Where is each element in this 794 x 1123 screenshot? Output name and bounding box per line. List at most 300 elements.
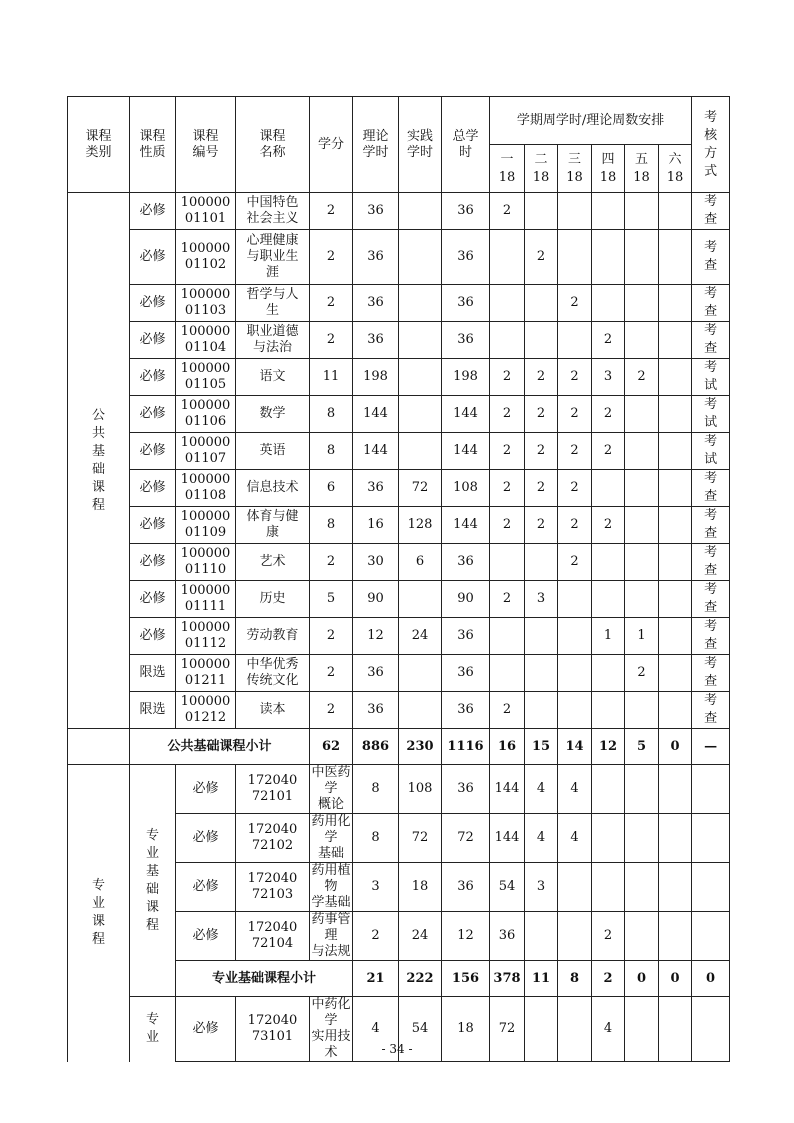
- semester-1: 2: [490, 433, 525, 470]
- subtotal-theory: 886: [353, 729, 399, 765]
- theory-hours: 36: [353, 230, 399, 285]
- semester-5: [625, 285, 659, 322]
- course-code: 100000 01101: [176, 193, 236, 230]
- total-hours: 36: [442, 655, 490, 692]
- assessment-method: 考 查: [692, 230, 730, 285]
- semester-5: [659, 765, 692, 814]
- total-hours: 198: [442, 359, 490, 396]
- total-hours: 144: [442, 433, 490, 470]
- semester-6: [659, 692, 692, 729]
- header-semester-group: 学期周学时/理论周数安排: [490, 97, 692, 145]
- header-theory: 理论 学时: [353, 97, 399, 193]
- assessment-method: 考 查: [692, 322, 730, 359]
- subtotal-practice: 230: [399, 729, 442, 765]
- semester-5: [659, 863, 692, 912]
- course-name: 体育与健 康: [236, 507, 310, 544]
- course-row: [68, 433, 730, 470]
- semester-6: [659, 433, 692, 470]
- semester-4: [625, 814, 659, 863]
- assessment-method: 考 查: [692, 692, 730, 729]
- course-code: 100000 01212: [176, 692, 236, 729]
- credit: 8: [310, 396, 353, 433]
- course-name: 药事管理 与法规: [311, 912, 351, 959]
- credit: 2: [310, 692, 353, 729]
- practice-hours: [399, 193, 442, 230]
- semester-3: 2: [558, 544, 592, 581]
- credit: 2: [310, 285, 353, 322]
- course-code: 100000 01110: [176, 544, 236, 581]
- course-nature: 必修: [130, 433, 176, 470]
- semester-2: 2: [525, 507, 558, 544]
- credit: 8: [310, 433, 353, 470]
- page-number: - 34 -: [381, 1042, 413, 1056]
- theory-hours: 54: [399, 997, 442, 1062]
- course-nature: 必修: [176, 863, 236, 912]
- category-public-basic: 公 共 基 础 课 程: [68, 193, 130, 729]
- semester-1: 4: [525, 765, 558, 814]
- course-row: [68, 692, 730, 729]
- semester-4: [592, 655, 625, 692]
- theory-hours: 36: [353, 470, 399, 507]
- subtotal-theory: 222: [399, 961, 442, 997]
- header-category: 课程 类别: [68, 97, 130, 193]
- semester-6: [692, 912, 730, 961]
- course-nature: 必修: [130, 581, 176, 618]
- course-nature: 必修: [130, 322, 176, 359]
- semester-2: 2: [525, 230, 558, 285]
- semester-2: [558, 912, 592, 961]
- credit: 3: [353, 863, 399, 912]
- semester-5: 2: [625, 359, 659, 396]
- semester-4: [592, 544, 625, 581]
- header-practice: 实践 学时: [399, 97, 442, 193]
- header-semester-5: 五 18: [625, 145, 659, 193]
- course-row: [68, 193, 730, 230]
- header-semester-4: 四 18: [592, 145, 625, 193]
- total-hours: 36: [442, 285, 490, 322]
- semester-6: [659, 322, 692, 359]
- course-code: 100000 01108: [176, 470, 236, 507]
- theory-hours: 36: [353, 193, 399, 230]
- semester-1: [490, 230, 525, 285]
- semester-2: [558, 863, 592, 912]
- subtotal-label: 专业基础课程小计: [176, 961, 353, 997]
- subtotal-s3: 2: [592, 961, 625, 997]
- course-row: [68, 470, 730, 507]
- practice-hours: 128: [399, 507, 442, 544]
- subtotal-s5: 5: [625, 729, 659, 765]
- practice-hours: [399, 322, 442, 359]
- semester-1: 3: [525, 863, 558, 912]
- course-nature: 限选: [130, 692, 176, 729]
- semester-5: [625, 507, 659, 544]
- credit: 2: [310, 618, 353, 655]
- total-hours: 144: [442, 507, 490, 544]
- course-nature: 必修: [176, 912, 236, 961]
- assessment-method: 考 查: [692, 618, 730, 655]
- header-credit: 学分: [310, 97, 353, 193]
- practice-hours: [399, 359, 442, 396]
- semester-3: [558, 655, 592, 692]
- course-name: 中药化学 实用技术: [311, 997, 351, 1060]
- total-hours: 144: [442, 396, 490, 433]
- course-name: 职业道德 与法治: [236, 322, 310, 359]
- practice-hours: [399, 396, 442, 433]
- assessment-method: 考 查: [692, 581, 730, 618]
- semester-2: [525, 285, 558, 322]
- total-hours: 90: [442, 581, 490, 618]
- semester-6: [659, 470, 692, 507]
- semester-2: [525, 655, 558, 692]
- practice-hours: 12: [442, 912, 490, 961]
- course-code: 172040 72104: [236, 912, 310, 961]
- course-nature: 必修: [130, 470, 176, 507]
- header-semester-1: 一 18: [490, 145, 525, 193]
- semester-4: 3: [592, 359, 625, 396]
- course-nature: 限选: [130, 655, 176, 692]
- course-code: 100000 01104: [176, 322, 236, 359]
- semester-6: [692, 765, 730, 814]
- semester-4: 2: [592, 322, 625, 359]
- course-row: [68, 618, 730, 655]
- semester-1: 2: [490, 359, 525, 396]
- subtotal-s4: 12: [592, 729, 625, 765]
- semester-3: [558, 230, 592, 285]
- semester-6: [659, 396, 692, 433]
- course-code: 100000 01109: [176, 507, 236, 544]
- subtotal-credit: 62: [310, 729, 353, 765]
- course-row: [68, 285, 730, 322]
- header-nature: 课程 性质: [130, 97, 176, 193]
- semester-1: 2: [490, 692, 525, 729]
- assessment-method: 考 查: [692, 193, 730, 230]
- semester-6: [659, 359, 692, 396]
- practice-hours: [399, 230, 442, 285]
- course-row: [68, 581, 730, 618]
- semester-2: [525, 618, 558, 655]
- theory-hours: 108: [399, 765, 442, 814]
- semester-6: [659, 230, 692, 285]
- semester-5: [625, 193, 659, 230]
- semester-6: [659, 581, 692, 618]
- assessment-method: 考 查: [692, 507, 730, 544]
- subtotal-s6: 0: [659, 729, 692, 765]
- subtotal-credit: 21: [353, 961, 399, 997]
- course-name: 中国特色 社会主义: [236, 193, 310, 230]
- header-semester-6: 六 18: [659, 145, 692, 193]
- semester-1: 2: [490, 470, 525, 507]
- course-nature: 必修: [176, 997, 236, 1062]
- semester-1: [490, 285, 525, 322]
- course-code: 100000 01106: [176, 396, 236, 433]
- header-code: 课程 编号: [176, 97, 236, 193]
- semester-6: [659, 618, 692, 655]
- subtotal-s1: 11: [525, 961, 558, 997]
- semester-2: 2: [525, 433, 558, 470]
- semester-2: 2: [525, 470, 558, 507]
- course-code: 100000 01112: [176, 618, 236, 655]
- practice-hours: 24: [399, 618, 442, 655]
- course-name: 数学: [236, 396, 310, 433]
- theory-hours: 144: [353, 433, 399, 470]
- semester-3: 2: [592, 912, 625, 961]
- theory-hours: 12: [353, 618, 399, 655]
- semester-6: [692, 863, 730, 912]
- course-name: 劳动教育: [236, 618, 310, 655]
- semester-2: 2: [525, 359, 558, 396]
- semester-4: 2: [592, 433, 625, 470]
- theory-hours: 24: [399, 912, 442, 961]
- course-nature: 必修: [130, 193, 176, 230]
- course-name: 语文: [236, 359, 310, 396]
- theory-hours: 36: [353, 655, 399, 692]
- subtotal-total: 378: [490, 961, 525, 997]
- course-code: 100000 01211: [176, 655, 236, 692]
- total-hours: 54: [490, 863, 525, 912]
- course-nature: 必修: [130, 359, 176, 396]
- subcategory-professional-core: 专 业: [130, 997, 176, 1062]
- practice-hours: [399, 692, 442, 729]
- semester-2: [525, 193, 558, 230]
- semester-4: [592, 692, 625, 729]
- semester-3: 2: [558, 285, 592, 322]
- course-code: 100000 01111: [176, 581, 236, 618]
- semester-1: [525, 912, 558, 961]
- semester-4: 1: [592, 618, 625, 655]
- semester-3: [558, 692, 592, 729]
- course-nature: 必修: [176, 814, 236, 863]
- credit: 8: [310, 507, 353, 544]
- subtotal-assess: —: [692, 729, 730, 765]
- course-name: 药用化学 基础: [311, 814, 351, 861]
- semester-5: 1: [625, 618, 659, 655]
- assessment-method: 考 试: [692, 396, 730, 433]
- course-row: [68, 655, 730, 692]
- semester-6: [659, 507, 692, 544]
- semester-4: [592, 230, 625, 285]
- assessment-method: 考 查: [692, 544, 730, 581]
- assessment-method: 考 试: [692, 359, 730, 396]
- semester-5: [625, 230, 659, 285]
- practice-hours: 36: [442, 765, 490, 814]
- course-row: [68, 396, 730, 433]
- semester-3: [592, 863, 625, 912]
- course-row: [68, 544, 730, 581]
- subtotal-s2: 8: [558, 961, 592, 997]
- course-row: [68, 322, 730, 359]
- credit: 11: [310, 359, 353, 396]
- semester-5: [625, 581, 659, 618]
- credit: 2: [310, 655, 353, 692]
- semester-6: [659, 655, 692, 692]
- semester-1: [490, 655, 525, 692]
- course-code: 100000 01105: [176, 359, 236, 396]
- credit: 8: [353, 814, 399, 863]
- total-hours: 144: [490, 814, 525, 863]
- credit: 5: [310, 581, 353, 618]
- credit: 2: [353, 912, 399, 961]
- theory-hours: 36: [353, 692, 399, 729]
- semester-1: 2: [490, 507, 525, 544]
- course-row: [68, 230, 730, 285]
- semester-5: [625, 692, 659, 729]
- course-row: [68, 765, 730, 814]
- theory-hours: 90: [353, 581, 399, 618]
- total-hours: 36: [442, 618, 490, 655]
- subtotal-total: 1116: [442, 729, 490, 765]
- semester-5: [659, 814, 692, 863]
- semester-5: [625, 470, 659, 507]
- header-name: 课程 名称: [236, 97, 310, 193]
- subtotal-spacer: [68, 729, 130, 765]
- semester-2: 4: [558, 814, 592, 863]
- practice-hours: [399, 433, 442, 470]
- practice-hours: [399, 285, 442, 322]
- semester-4: [592, 470, 625, 507]
- semester-2: 2: [525, 396, 558, 433]
- semester-6: [692, 814, 730, 863]
- subtotal-s5: 0: [659, 961, 692, 997]
- header-semester-2: 二 18: [525, 145, 558, 193]
- course-name: 哲学与人 生: [236, 285, 310, 322]
- header-semester-3: 三 18: [558, 145, 592, 193]
- theory-hours: 72: [399, 814, 442, 863]
- course-nature: 必修: [130, 544, 176, 581]
- course-name: 中医药学 概论: [311, 765, 351, 812]
- semester-2: [525, 322, 558, 359]
- practice-hours: [399, 581, 442, 618]
- total-hours: 36: [442, 230, 490, 285]
- semester-3: 2: [558, 359, 592, 396]
- credit: 2: [310, 322, 353, 359]
- semester-3: [558, 581, 592, 618]
- semester-1: 2: [490, 581, 525, 618]
- assessment-method: 考 查: [692, 470, 730, 507]
- practice-hours: 72: [399, 470, 442, 507]
- semester-3: 2: [558, 470, 592, 507]
- course-name: 历史: [236, 581, 310, 618]
- semester-4: [625, 912, 659, 961]
- subtotal-s1: 16: [490, 729, 525, 765]
- practice-hours: 72: [442, 814, 490, 863]
- assessment-method: 考 试: [692, 433, 730, 470]
- subtotal-s4: 0: [625, 961, 659, 997]
- course-nature: 必修: [130, 618, 176, 655]
- credit: 8: [353, 765, 399, 814]
- semester-3: 2: [558, 507, 592, 544]
- course-name: 信息技术: [236, 470, 310, 507]
- semester-5: [625, 396, 659, 433]
- total-hours: 36: [442, 193, 490, 230]
- semester-2: [525, 544, 558, 581]
- course-code: 100000 01103: [176, 285, 236, 322]
- semester-2: 3: [525, 581, 558, 618]
- theory-hours: 36: [353, 322, 399, 359]
- course-name: 药用植物 学基础: [311, 863, 351, 910]
- header-total: 总学 时: [442, 97, 490, 193]
- semester-1: [490, 322, 525, 359]
- course-row: [68, 507, 730, 544]
- credit: 2: [310, 230, 353, 285]
- course-code: 100000 01107: [176, 433, 236, 470]
- semester-1: [490, 544, 525, 581]
- semester-4: [592, 285, 625, 322]
- semester-5: [625, 433, 659, 470]
- semester-3: 2: [558, 396, 592, 433]
- semester-5: [659, 912, 692, 961]
- semester-2: 4: [558, 765, 592, 814]
- course-nature: 必修: [130, 396, 176, 433]
- course-name: 艺术: [236, 544, 310, 581]
- theory-hours: 16: [353, 507, 399, 544]
- semester-3: [592, 765, 625, 814]
- credit: 6: [310, 470, 353, 507]
- semester-3: [558, 193, 592, 230]
- semester-3: 4: [592, 997, 625, 1062]
- semester-4: [592, 193, 625, 230]
- semester-6: [659, 285, 692, 322]
- semester-4: [592, 581, 625, 618]
- semester-4: 2: [592, 396, 625, 433]
- course-code: 172040 73101: [236, 997, 310, 1062]
- course-name: 心理健康 与职业生 涯: [236, 230, 310, 285]
- credit: 4: [353, 997, 399, 1062]
- semester-4: [625, 765, 659, 814]
- credit: 2: [310, 544, 353, 581]
- semester-1: [490, 618, 525, 655]
- theory-hours: 36: [353, 285, 399, 322]
- course-code: 172040 72102: [236, 814, 310, 863]
- semester-1: 4: [525, 814, 558, 863]
- course-name: 读本: [236, 692, 310, 729]
- practice-hours: 18: [442, 997, 490, 1062]
- total-hours: 36: [442, 692, 490, 729]
- semester-6: [659, 544, 692, 581]
- course-code: 172040 72103: [236, 863, 310, 912]
- theory-hours: 18: [399, 863, 442, 912]
- semester-6: [659, 193, 692, 230]
- theory-hours: 198: [353, 359, 399, 396]
- course-code: 172040 72101: [236, 765, 310, 814]
- subtotal-s2: 15: [525, 729, 558, 765]
- semester-3: 2: [558, 433, 592, 470]
- semester-3: [592, 814, 625, 863]
- total-hours: 72: [490, 997, 525, 1062]
- course-code: 100000 01102: [176, 230, 236, 285]
- course-row: [68, 359, 730, 396]
- category-professional: 专 业 课 程: [68, 765, 130, 1062]
- curriculum-table: [67, 96, 730, 1062]
- semester-3: [558, 618, 592, 655]
- semester-5: 2: [625, 655, 659, 692]
- semester-2: [525, 692, 558, 729]
- semester-5: [625, 544, 659, 581]
- subtotal-practice: 156: [442, 961, 490, 997]
- practice-hours: [399, 655, 442, 692]
- subtotal-s3: 14: [558, 729, 592, 765]
- practice-hours: 6: [399, 544, 442, 581]
- semester-4: [625, 863, 659, 912]
- total-hours: 36: [490, 912, 525, 961]
- semester-1: 2: [490, 193, 525, 230]
- semester-5: [625, 322, 659, 359]
- total-hours: 36: [442, 544, 490, 581]
- subtotal-row: [68, 729, 730, 765]
- course-nature: 必修: [130, 230, 176, 285]
- semester-4: 2: [592, 507, 625, 544]
- course-nature: 必修: [130, 507, 176, 544]
- practice-hours: 36: [442, 863, 490, 912]
